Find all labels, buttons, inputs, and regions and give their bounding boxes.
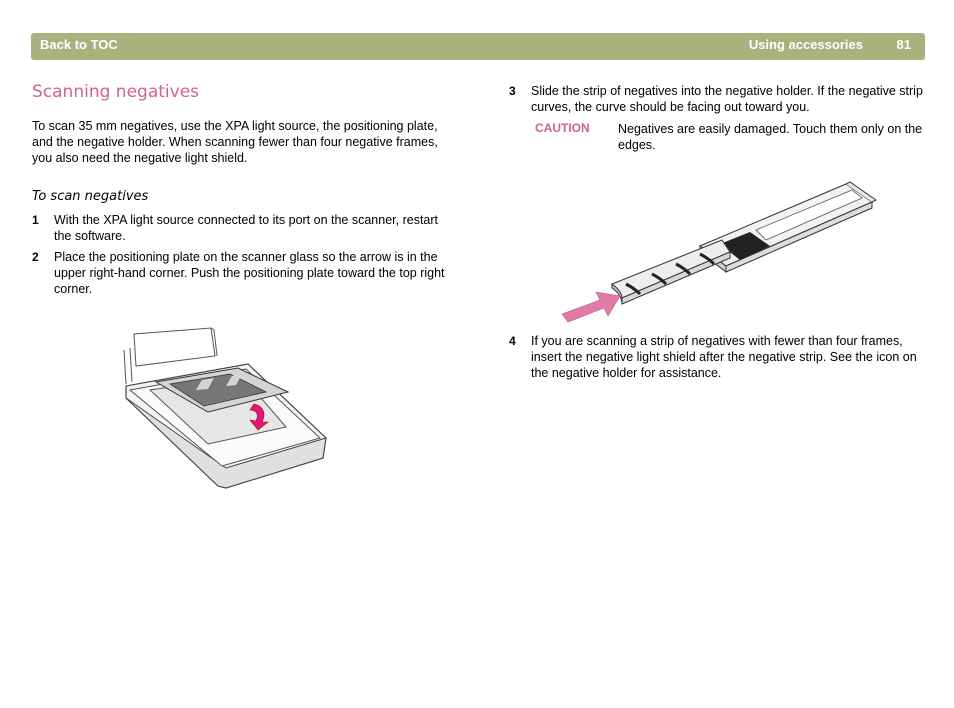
caution-text: Negatives are easily damaged. Touch them only on the edges.	[618, 122, 923, 152]
caution-label: CAUTION	[535, 121, 590, 135]
step-text: With the XPA light source connected to its port on the scanner, restart the software.	[54, 213, 439, 243]
scanner-positioning-plate-illustration	[118, 326, 333, 494]
intro-paragraph: To scan 35 mm negatives, use the XPA light source, the positioning plate, and the negative holder. When scanning fewer than four negative frames, you also need the negative light shield.	[32, 119, 438, 165]
step-number: 4	[509, 334, 516, 348]
step-text: Slide the strip of negatives into the negative holder. If the negative strip curves, the curve should be facing out toward you.	[531, 84, 923, 114]
page-title: Scanning negatives	[32, 82, 200, 102]
step-number: 3	[509, 84, 516, 98]
page-number: 81	[896, 37, 911, 52]
header-bar	[31, 33, 925, 60]
step-number: 2	[32, 250, 39, 264]
step-number: 1	[32, 213, 39, 227]
procedure-title: To scan negatives	[32, 189, 149, 204]
step-text: If you are scanning a strip of negatives with fewer than four frames, insert the negative light shield after the negative strip. See the icon on the negative holder for assistance.	[531, 334, 917, 380]
negative-holder-illustration	[560, 180, 878, 326]
step-text: Place the positioning plate on the scanner glass so the arrow is in the upper right-hand corner. Push the positioning plate toward the top right corner.	[54, 250, 445, 296]
section-title: Using accessories	[748, 37, 863, 52]
back-to-toc-link[interactable]: Back to TOC	[40, 37, 118, 52]
